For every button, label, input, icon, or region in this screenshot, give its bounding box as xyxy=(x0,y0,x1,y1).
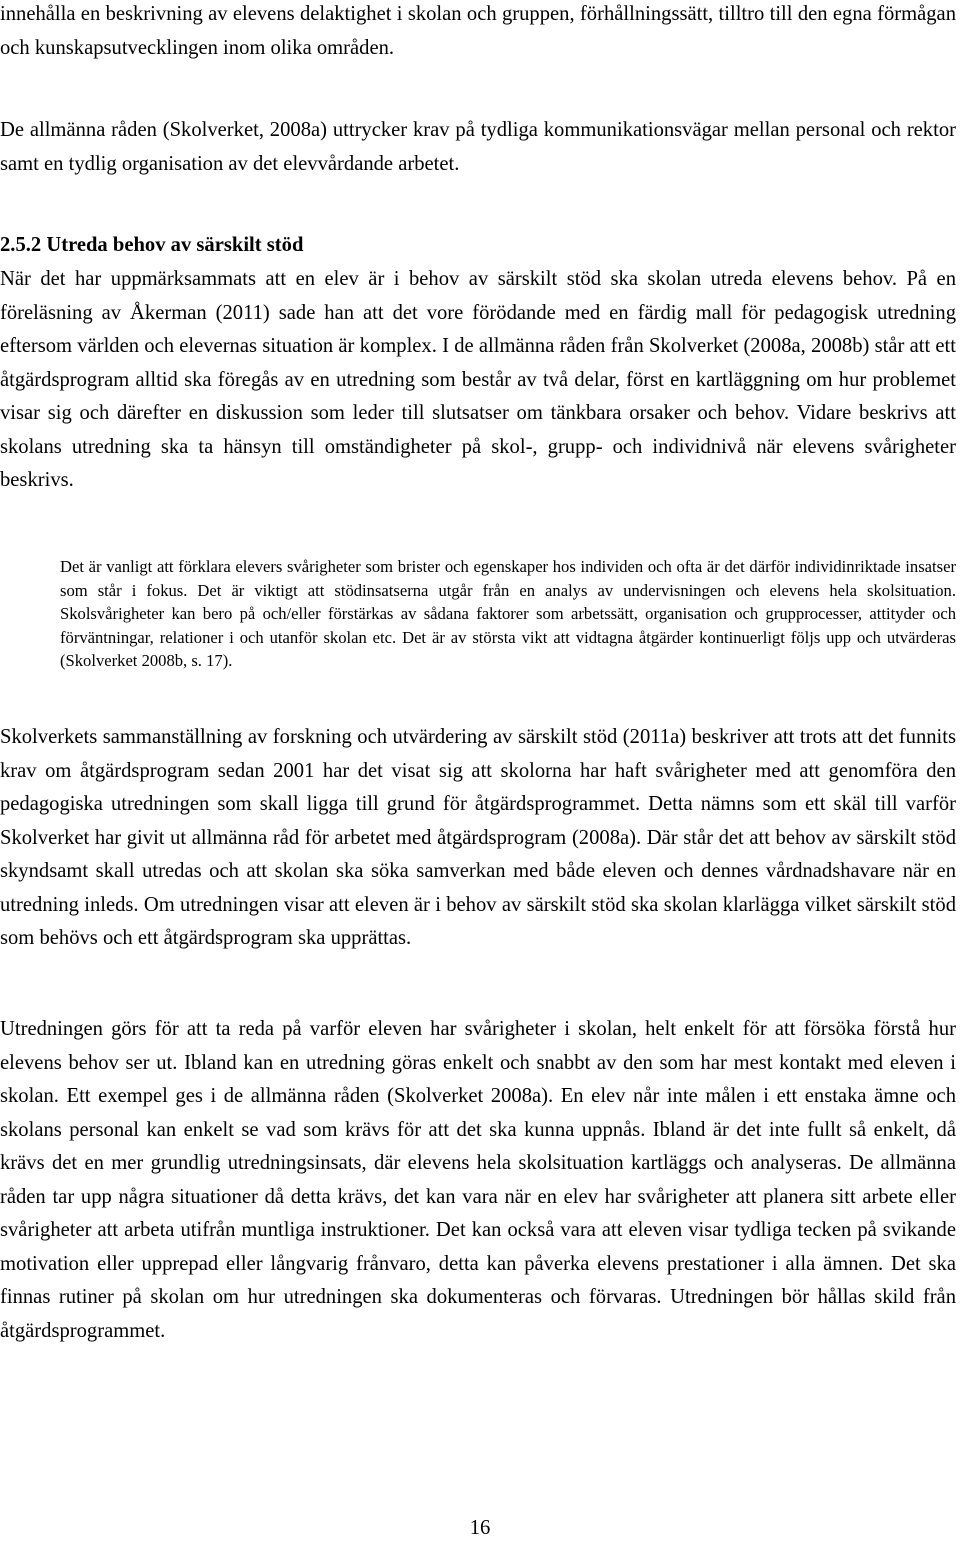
block-quote: Det är vanligt att förklara elevers svårigheter som brister och egenskaper hos individen och ofta är det därför individinriktade insatser som står i fokus. Det är viktigt att stödinsatserna utgår från en analys av undervisningen och elevens hela skolsituation. Skolsvårigheter kan bero på och/eller förstärkas av sådana faktorer som arbetssätt, organisation och grupprocesser, attityder och förväntningar, relationer i och utanför skolan etc. Det är av största vikt att vidtagna åtgärder kontinuerligt följs upp och utvärderas (Skolverket 2008b, s. 17). xyxy=(60,557,956,671)
paragraph-investigation-purpose: Utredningen görs för att ta reda på varför eleven har svårigheter i skolan, helt enkelt för att försöka förstå hur elevens behov ser ut. Ibland kan en utredning göras enkelt och snabbt av den som har mest kontakt med eleven i skolan. Ett exempel ges i de allmänna råden (Skolverket 2008a). En elev når inte målen i ett enstaka ämne och skolans personal kan enkelt se vad som krävs för att det ska kunna uppnås. Ibland är det inte fullt så enkelt, då krävs det en mer grundlig utredningsinsats, där elevens hela skolsituation kartläggs och analyseras. De allmänna råden tar upp några situationer då detta krävs, det kan vara när en elev har svårigheter att planera sitt arbete eller svårigheter att arbeta utifrån muntliga instruktioner. Det kan också vara att eleven visar tydliga tecken på svikande motivation eller upprepad eller långvarig frånvaro, detta kan påverka elevens prestationer i alla ämnen. Det ska finnas rutiner på skolan om hur utredningen ska dokumenteras och förvaras. Utredningen bör hållas skild från åtgärdsprogrammet. xyxy=(0,1018,956,1342)
paragraph-investigate-needs: När det har uppmärksammats att en elev är i behov av särskilt stöd ska skolan utreda elevens behov. På en föreläsning av Åkerman (2011) sade han att det vore förödande med en färdig mall för pedagogisk utredning eftersom världen och elevernas situation är komplex. I de allmänna råden från Skolverket (2008a, 2008b) står att ett åtgärdsprogram alltid ska föregås av en utredning som består av två delar, först en kartläggning om hur problemet visar sig och därefter en diskussion som leder till slutsatser om tänkbara orsaker och behov. Vidare beskrivs att skolans utredning ska ta hänsyn till omständigheter på skol-, grupp- och individnivå när elevens svårigheter beskrivs. xyxy=(0,268,956,491)
section-heading: 2.5.2 Utreda behov av särskilt stöd xyxy=(0,234,304,256)
paragraph-intro-continuation: innehålla en beskrivning av elevens delaktighet i skolan och gruppen, förhållningssätt, tilltro till den egna förmågan och kunskapsutvecklingen inom olika områden. xyxy=(0,3,956,59)
page-number: 16 xyxy=(469,1517,491,1539)
paragraph-communication: De allmänna råden (Skolverket, 2008a) uttrycker krav på tydliga kommunikationsvägar mellan personal och rektor samt en tydlig organisation av det elevvårdande arbetet. xyxy=(0,119,956,175)
paragraph-skolverket-summary: Skolverkets sammanställning av forskning och utvärdering av särskilt stöd (2011a) beskriver att trots att det funnits krav om åtgärdsprogram sedan 2001 har det visat sig att skolorna har haft svårigheter med att genomföra den pedagogiska utredningen som skall ligga till grund för åtgärdsprogrammet. Detta nämns som ett skäl till varför Skolverket har givit ut allmänna råd för arbetet med åtgärdsprogram (2008a). Där står det att behov av särskilt stöd skyndsamt skall utredas och att skolan ska söka samverkan med både eleven och dennes vårdnadshavare när en utredning inleds. Om utredningen visar att eleven är i behov av särskilt stöd ska skolan klarlägga vilket särskilt stöd som behövs och ett åtgärdsprogram ska upprättas. xyxy=(0,726,956,949)
